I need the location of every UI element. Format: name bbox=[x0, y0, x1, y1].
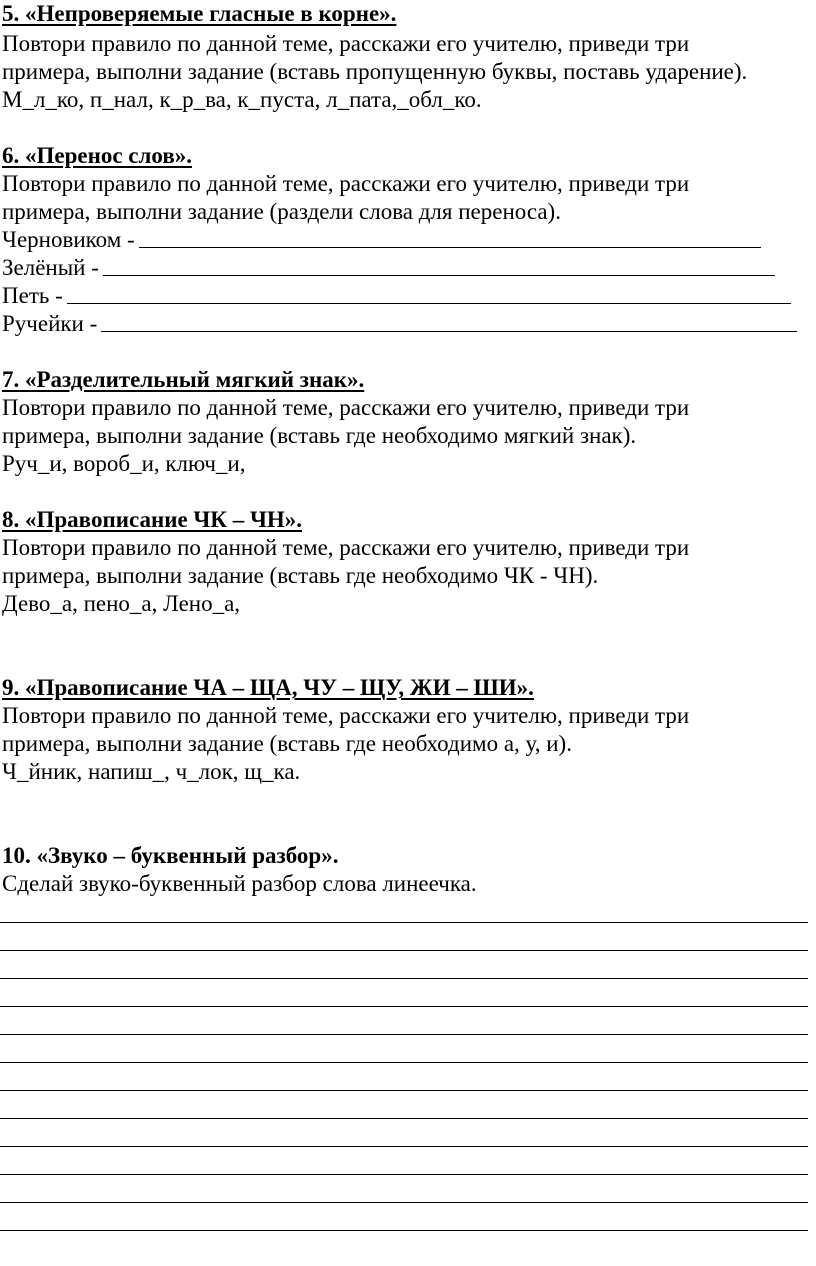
writing-line[interactable] bbox=[0, 950, 808, 951]
section-5-instruction-line-1: Повтори правило по данной теме, расскажи его учителю, приведи три bbox=[2, 31, 690, 56]
writing-line[interactable] bbox=[0, 1034, 808, 1035]
writing-line[interactable] bbox=[0, 1146, 808, 1147]
writing-line[interactable] bbox=[0, 1230, 808, 1231]
section-8-exercise-words: Дево_а, пено_а, Лено_а, bbox=[2, 591, 241, 616]
section-6-heading: 6. «Перенос слов». bbox=[2, 143, 193, 168]
section-5-exercise-words: М_л_ко, п_нал, к_р_ва, к_пуста, л_пата,_обл_ко. bbox=[2, 87, 482, 112]
section-9-exercise-words: Ч_йник, напиш_, ч_лок, щ_ка. bbox=[2, 759, 301, 784]
section-6-instruction-line-1: Повтори правило по данной теме, расскажи его учителю, приведи три bbox=[2, 171, 690, 196]
section-8-instruction-line-2: примера, выполни задание (вставь где необходимо ЧК - ЧН). bbox=[2, 563, 599, 588]
section-10-heading: 10. «Звуко – буквенный разбор». bbox=[2, 843, 339, 868]
hyphenation-row-rucheyki bbox=[2, 310, 797, 338]
answer-blank[interactable] bbox=[101, 331, 797, 332]
section-6-instruction-line-2: примера, выполни задание (раздели слова для переноса). bbox=[2, 199, 561, 224]
section-9-instruction-line-2: примера, выполни задание (вставь где необходимо а, у, и). bbox=[2, 731, 572, 756]
section-5-heading: 5. «Непроверяемые гласные в корне». bbox=[2, 1, 397, 26]
answer-blank[interactable] bbox=[139, 247, 761, 248]
answer-blank[interactable] bbox=[67, 303, 791, 304]
writing-line[interactable] bbox=[0, 1202, 808, 1203]
writing-line[interactable] bbox=[0, 1090, 808, 1091]
writing-line[interactable] bbox=[0, 922, 808, 923]
section-10-task: Сделай звуко-буквенный разбор слова линеечка. bbox=[2, 871, 477, 896]
hyphenation-word-label: Петь - bbox=[2, 283, 63, 308]
section-9-instruction-line-1: Повтори правило по данной теме, расскажи его учителю, приведи три bbox=[2, 703, 690, 728]
hyphenation-row-pet bbox=[2, 282, 791, 310]
section-8-heading: 8. «Правописание ЧК – ЧН». bbox=[2, 507, 302, 532]
section-9-heading: 9. «Правописание ЧА – ЩА, ЧУ – ЩУ, ЖИ – ШИ». bbox=[2, 675, 534, 700]
hyphenation-word-label: Ручейки - bbox=[2, 311, 98, 336]
hyphenation-row-zelyony bbox=[2, 254, 775, 282]
writing-line[interactable] bbox=[0, 1174, 808, 1175]
section-7-instruction-line-1: Повтори правило по данной теме, расскажи его учителю, приведи три bbox=[2, 395, 690, 420]
writing-line[interactable] bbox=[0, 1062, 808, 1063]
writing-line[interactable] bbox=[0, 1118, 808, 1119]
writing-line[interactable] bbox=[0, 978, 808, 979]
section-7-exercise-words: Руч_и, вороб_и, ключ_и, bbox=[2, 451, 246, 476]
hyphenation-word-label: Черновиком - bbox=[2, 227, 135, 252]
section-8-instruction-line-1: Повтори правило по данной теме, расскажи его учителю, приведи три bbox=[2, 535, 690, 560]
writing-line[interactable] bbox=[0, 1006, 808, 1007]
section-7-heading: 7. «Разделительный мягкий знак». bbox=[2, 367, 365, 392]
answer-blank[interactable] bbox=[103, 275, 775, 276]
section-7-instruction-line-2: примера, выполни задание (вставь где необходимо мягкий знак). bbox=[2, 423, 637, 448]
hyphenation-word-label: Зелёный - bbox=[2, 255, 99, 280]
hyphenation-row-chernovikom bbox=[2, 226, 761, 254]
section-5-instruction-line-2: примера, выполни задание (вставь пропущенную буквы, поставь ударение). bbox=[2, 59, 748, 84]
